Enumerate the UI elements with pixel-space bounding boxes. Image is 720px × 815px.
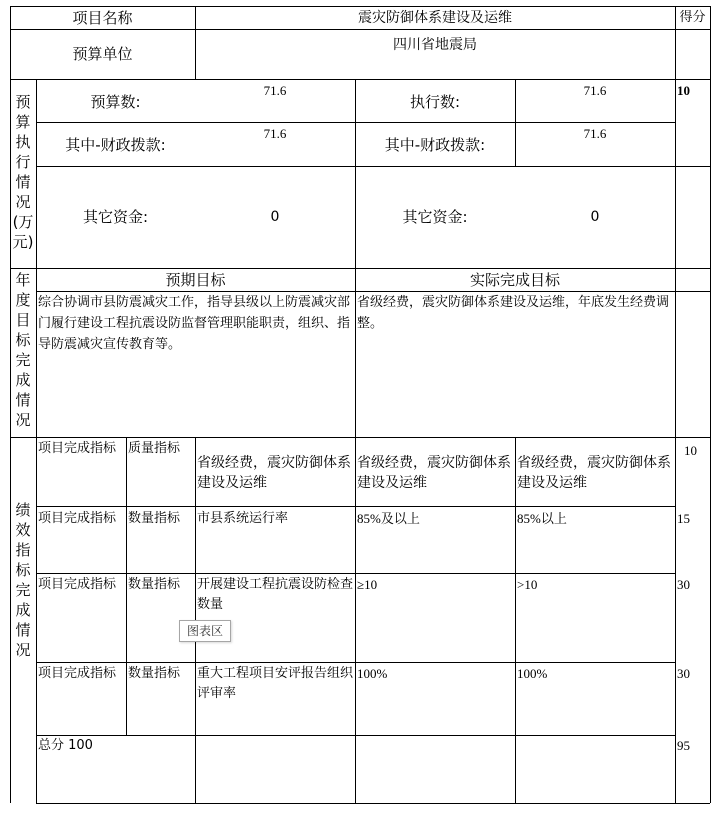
perf-row-target: 85%及以上: [357, 511, 420, 526]
perf-row-indicator: 开展建设工程抗震设防检查数量: [197, 577, 354, 612]
perf-row-category: 项目完成指标: [38, 441, 117, 456]
perf-row-indicator: 重大工程项目安评报告组织评审率: [197, 666, 354, 701]
actual-goal-text: 省级经费，震灾防御体系建设及运维，年底发生经费调整。: [357, 295, 670, 331]
perf-row-category: 项目完成指标: [38, 666, 117, 681]
other-exec-value: 0: [590, 209, 600, 225]
total-label: 总分 100: [38, 738, 93, 753]
perf-row-score: 30: [677, 577, 690, 592]
other-budget-value: 0: [270, 209, 280, 225]
budget-unit-value: 四川省地震局: [393, 37, 477, 53]
perf-row-category: 项目完成指标: [38, 577, 117, 592]
project-name-label: 项目名称: [72, 9, 133, 27]
expected-goal-header: 预期目标: [165, 271, 226, 289]
fiscal-budget-value: 71.6: [263, 126, 287, 141]
budget-value: 71.6: [263, 83, 287, 98]
other-exec-label: 其它资金:: [402, 208, 468, 226]
score-header: 得分: [679, 10, 706, 25]
perf-row-type: 数量指标: [128, 511, 181, 526]
perf-row-indicator: 省级经费，震灾防御体系建设及运维: [197, 455, 351, 491]
fiscal-exec-label: 其中-财政拨款:: [384, 136, 486, 154]
budget-label: 预算数:: [90, 93, 141, 111]
perf-row-actual: >10: [517, 577, 538, 592]
total-score: 95: [677, 738, 690, 753]
chart-area-tooltip: 图表区: [179, 620, 231, 642]
perf-row-indicator: 市县系统运行率: [197, 511, 289, 526]
perf-row-actual: 省级经费，震灾防御体系建设及运维: [517, 455, 671, 491]
fiscal-exec-value: 71.6: [583, 126, 607, 141]
perf-row-score: 15: [677, 511, 690, 526]
perf-row-target: 省级经费，震灾防御体系建设及运维: [357, 455, 511, 491]
budget-section-label: 预算执行情况(万元): [12, 93, 34, 251]
perf-row-target: ≥10: [357, 577, 378, 592]
expected-goal-text: 综合协调市县防震减灾工作，指导县级以上防震减灾部门履行建设工程抗震设防监督管理职能职责，组织、指导防震减灾宣传教育等。: [38, 295, 351, 352]
perf-row-type: 数量指标: [128, 666, 181, 681]
perf-row-type: 数量指标: [128, 577, 181, 592]
performance-section-label: 绩效指标完成情况: [15, 501, 31, 659]
perf-row-type: 质量指标: [128, 441, 181, 456]
perf-row-actual: 85%以上: [517, 511, 567, 526]
exec-value: 71.6: [583, 83, 607, 98]
perf-row-category: 项目完成指标: [38, 511, 117, 526]
perf-row-target: 100%: [357, 666, 388, 681]
fiscal-label: 其中-财政拨款:: [65, 136, 166, 154]
perf-row-actual: 100%: [517, 666, 548, 681]
other-label: 其它资金:: [82, 208, 149, 226]
perf-row-score: 10: [684, 443, 697, 458]
perf-row-score: 30: [677, 666, 690, 681]
project-name-value: 震灾防御体系建设及运维: [358, 10, 512, 26]
budget-unit-label: 预算单位: [72, 45, 133, 63]
actual-goal-header: 实际完成目标: [469, 271, 560, 289]
annual-section-label: 年度目标完成情况: [15, 271, 31, 429]
budget-score: 10: [677, 83, 690, 98]
exec-label: 执行数:: [409, 93, 461, 111]
